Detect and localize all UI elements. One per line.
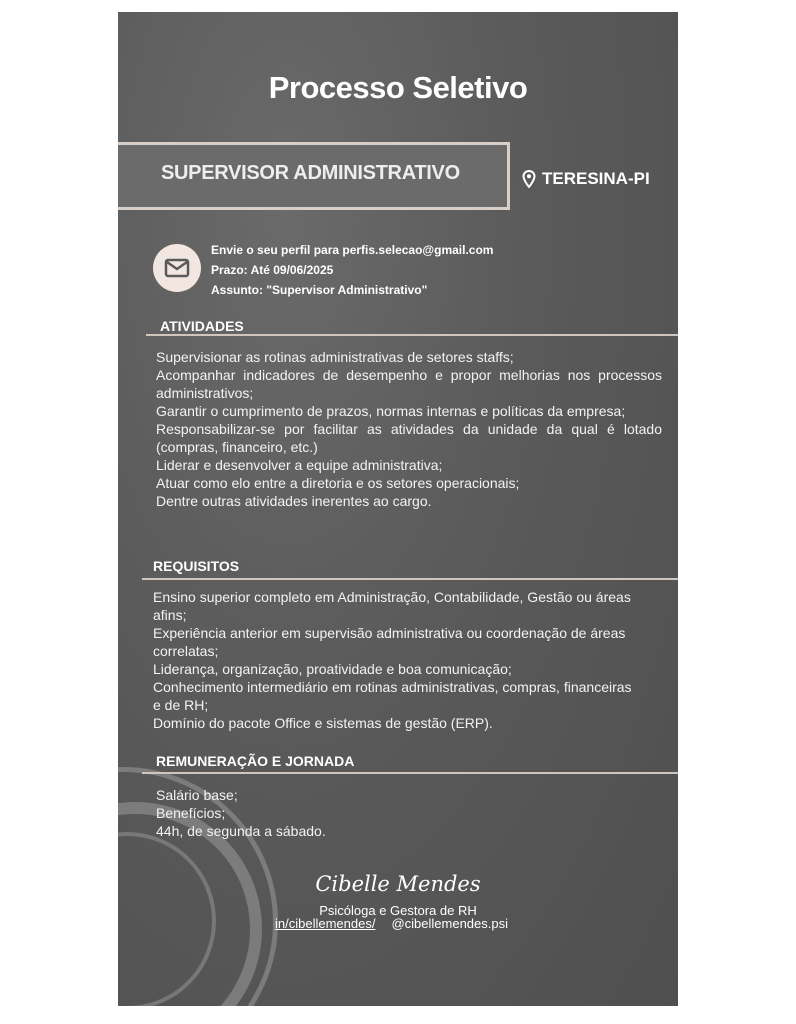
activities-heading: ATIVIDADES — [160, 318, 244, 334]
list-item: Dentre outras atividades inerentes ao cargo. — [156, 493, 432, 509]
list-item: 44h, de segunda a sábado. — [156, 823, 326, 839]
activities-list — [156, 348, 662, 510]
author-role: Psicóloga e Gestora de RH — [319, 903, 477, 918]
social-links — [275, 916, 508, 931]
job-title: SUPERVISOR ADMINISTRATIVO — [161, 162, 460, 184]
list-item: Supervisionar as rotinas administrativas de setores staffs; — [156, 349, 514, 365]
activities-divider — [146, 334, 678, 336]
contact-info — [211, 240, 493, 300]
requirements-heading: REQUISITOS — [153, 558, 240, 574]
list-item: Liderar e desenvolver a equipe administrativa; — [156, 457, 443, 473]
list-item: Conhecimento intermediário em rotinas administrativas, compras, financeiras e de RH; — [153, 679, 632, 713]
requirements-list — [153, 588, 643, 732]
compensation-list — [156, 786, 556, 840]
instagram-handle: @cibellemendes.psi — [391, 916, 508, 931]
contact-deadline-line: Prazo: Até 09/06/2025 — [211, 263, 334, 277]
contact-email-line: Envie o seu perfil para perfis.selecao@gmail.com — [211, 243, 494, 257]
list-item: Liderança, organização, proatividade e boa comunicação; — [153, 661, 512, 677]
job-location — [522, 169, 650, 189]
list-item: Benefícios; — [156, 805, 226, 821]
location-label: TERESINA-PI — [542, 169, 650, 188]
list-item: Experiência anterior em supervisão administrativa ou coordenação de áreas correlatas; — [153, 625, 626, 659]
requirements-divider — [142, 578, 678, 580]
compensation-heading: REMUNERAÇÃO E JORNADA — [156, 753, 355, 769]
page-title: Processo Seletivo — [268, 70, 528, 105]
location-pin-icon — [522, 170, 536, 188]
list-item: Acompanhar indicadores de desempenho e propor melhorias nos processos administrativos; — [156, 367, 662, 401]
signature: Cibelle Mendes — [315, 872, 481, 896]
contact-subject-line: Assunto: "Supervisor Administrativo" — [211, 283, 428, 297]
list-item: Ensino superior completo em Administração, Contabilidade, Gestão ou áreas afins; — [153, 589, 631, 623]
compensation-divider — [142, 772, 678, 774]
list-item: Garantir o cumprimento de prazos, normas internas e políticas da empresa; — [156, 403, 626, 419]
job-poster — [118, 12, 678, 1006]
list-item: Responsabilizar-se por facilitar as atividades da unidade da qual é lotado (compras, financeiro, etc.) — [156, 421, 662, 455]
list-item: Salário base; — [156, 787, 238, 803]
list-item: Atuar como elo entre a diretoria e os setores operacionais; — [156, 475, 520, 491]
envelope-icon — [153, 244, 201, 292]
list-item: Domínio do pacote Office e sistemas de gestão (ERP). — [153, 715, 493, 731]
linkedin-link[interactable]: in/cibellemendes/ — [275, 916, 376, 931]
